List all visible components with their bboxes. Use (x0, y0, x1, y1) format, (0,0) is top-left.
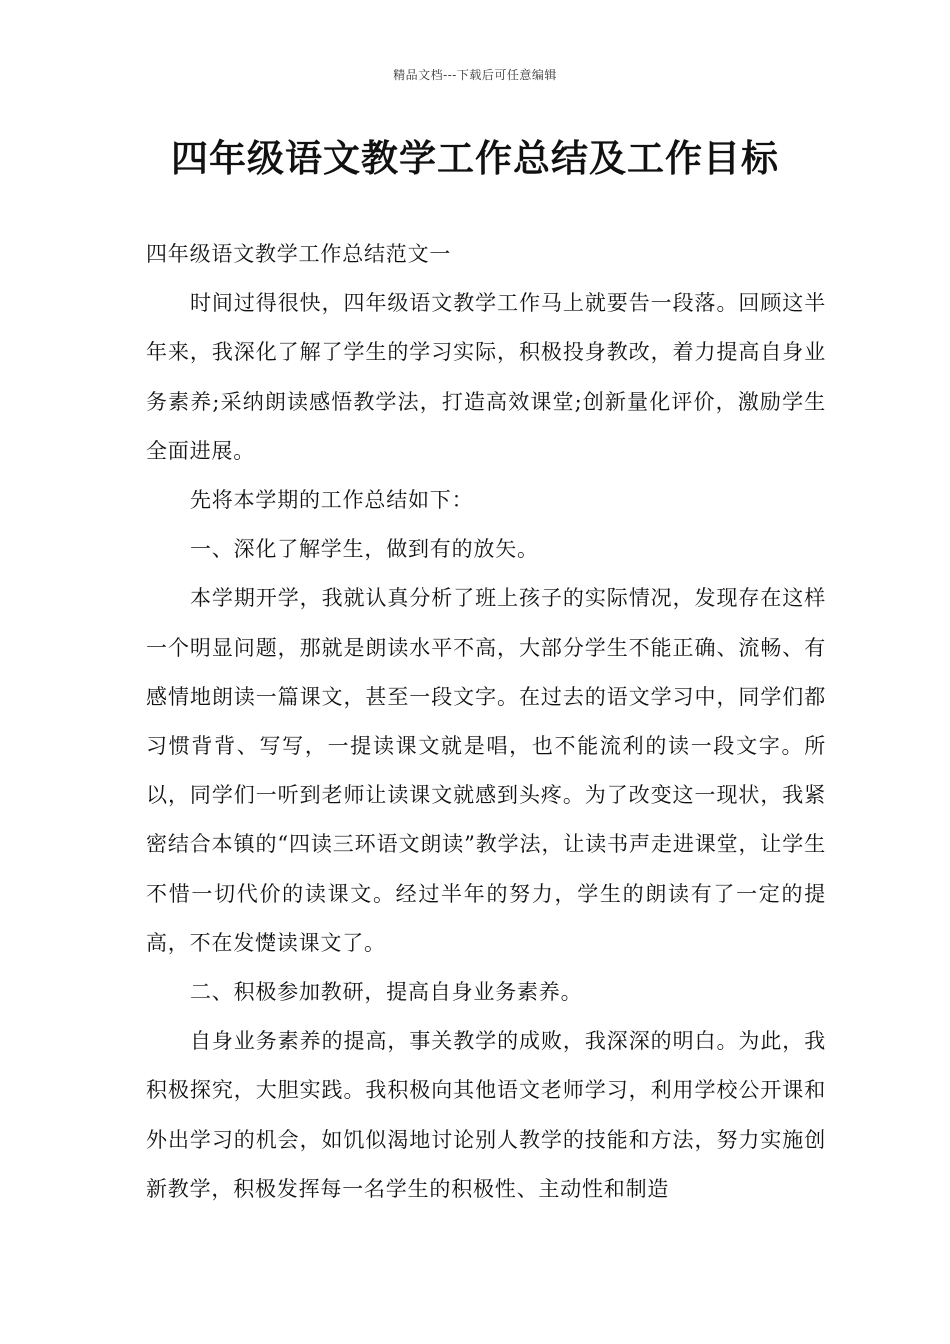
section-heading-2: 二、积极参加教研，提高自身业务素养。 (190, 980, 583, 1005)
section-heading-1: 一、深化了解学生，做到有的放矢。 (190, 537, 539, 562)
paragraph-intro: 时间过得很快，四年级语文教学工作马上就要告一段落。回顾这半年来，我深化了解了学生的学习实际，积极投身教改，着力提高自身业务素养;采纳朗读感悟教学法，打造高效课堂;创新量化评价，激励学生全面进展。 (146, 291, 826, 463)
paragraph-section-1: 本学期开学，我就认真分析了班上孩子的实际情况，发现存在这样一个明显问题，那就是朗读水平不高，大部分学生不能正确、流畅、有感情地朗读一篇课文，甚至一段文字。在过去的语文学习中，同学们都习惯背背、写写，一提读课文就是唱，也不能流利的读一段文字。所以，同学们一听到老师让读课文就感到头疼。为了改变这一现状，我紧密结合本镇的“四读三环语文朗读”教学法，让读书声走进课堂，让学生不惜一切代价的读课文。经过半年的努力，学生的朗读有了一定的提高，不在发憷读课文了。 (146, 586, 826, 955)
section-subtitle: 四年级语文教学工作总结范文一 (146, 242, 452, 266)
document-title: 四年级语文教学工作总结及工作目标 (171, 137, 779, 180)
header-note: 精品文档---下载后可任意编辑 (393, 68, 557, 82)
paragraph-section-2: 自身业务素养的提高，事关教学的成败，我深深的明白。为此，我积极探究，大胆实践。我积极向其他语文老师学习，利用学校公开课和外出学习的机会，如饥似渴地讨论别人教学的技能和方法，努力实施创新教学，积极发挥每一名学生的积极性、主动性和制造 (146, 1029, 826, 1201)
paragraph-summary-lead: 先将本学期的工作总结如下： (190, 488, 474, 513)
document-body (146, 230, 826, 1214)
